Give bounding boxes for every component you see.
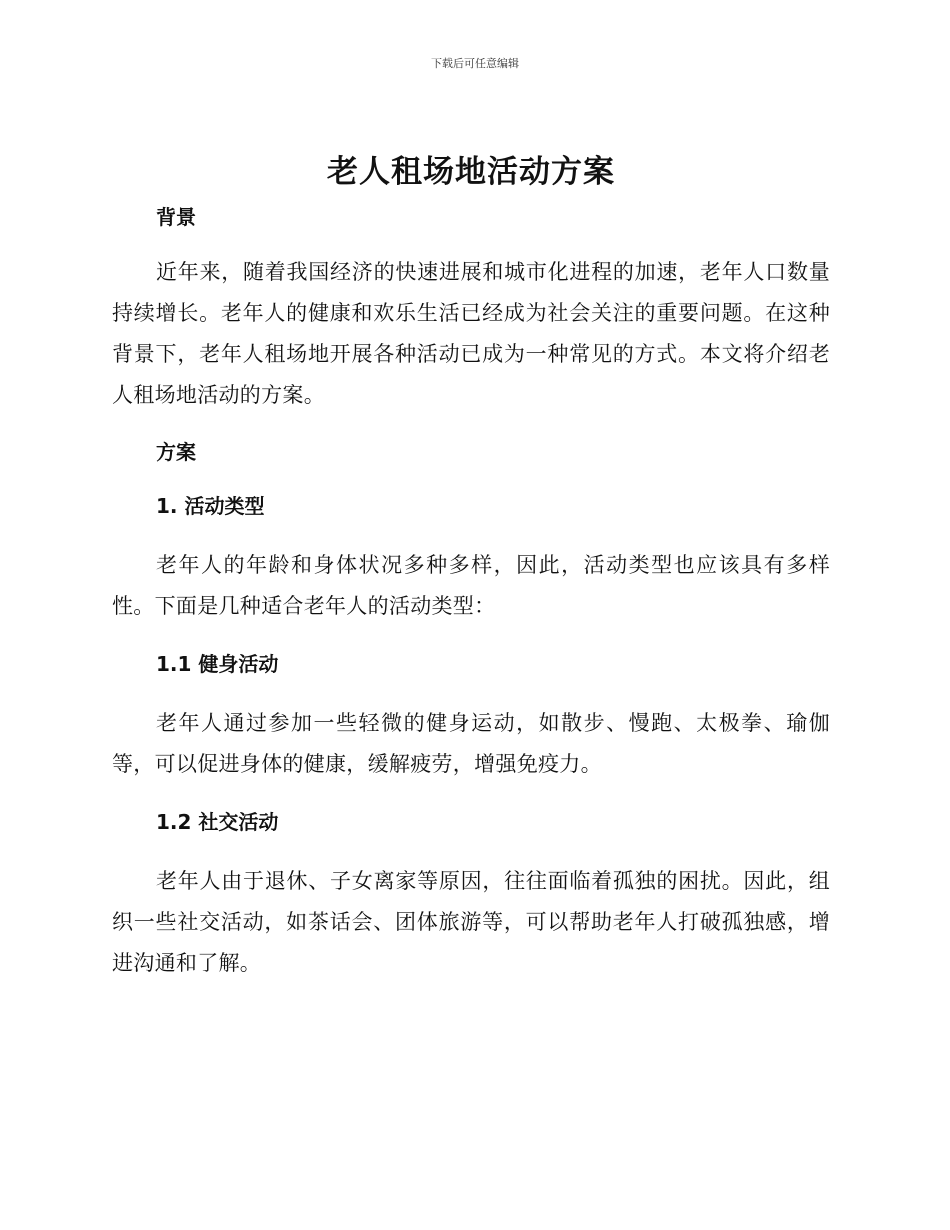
section-heading-activity-types: 1. 活动类型 bbox=[156, 494, 265, 518]
paragraph-social: 老年人由于退休、子女离家等原因，往往面临着孤独的困扰。因此，组织一些社交活动，如茶话会、团体旅游等，可以帮助老年人打破孤独感，增进沟通和了解。 bbox=[112, 869, 830, 975]
section-heading-fitness: 1.1 健身活动 bbox=[156, 652, 279, 676]
document-title: 老人租场地活动方案 bbox=[327, 154, 615, 190]
paragraph-activity-types: 老年人的年龄和身体状况多种多样，因此，活动类型也应该具有多样性。下面是几种适合老年人的活动类型： bbox=[112, 553, 830, 618]
section-heading-social: 1.2 社交活动 bbox=[156, 810, 279, 834]
paragraph-fitness: 老年人通过参加一些轻微的健身运动，如散步、慢跑、太极拳、瑜伽等，可以促进身体的健康，缓解疲劳，增强免疫力。 bbox=[112, 711, 830, 776]
page-header-note: 下载后可任意编辑 bbox=[431, 57, 519, 70]
document-body bbox=[112, 150, 830, 984]
section-heading-background: 背景 bbox=[156, 205, 196, 229]
section-heading-plan: 方案 bbox=[156, 440, 196, 464]
paragraph-background: 近年来，随着我国经济的快速进展和城市化进程的加速，老年人口数量持续增长。老年人的健康和欢乐生活已经成为社会关注的重要问题。在这种背景下，老年人租场地开展各种活动已成为一种常见的方式。本文将介绍老人租场地活动的方案。 bbox=[112, 260, 830, 407]
